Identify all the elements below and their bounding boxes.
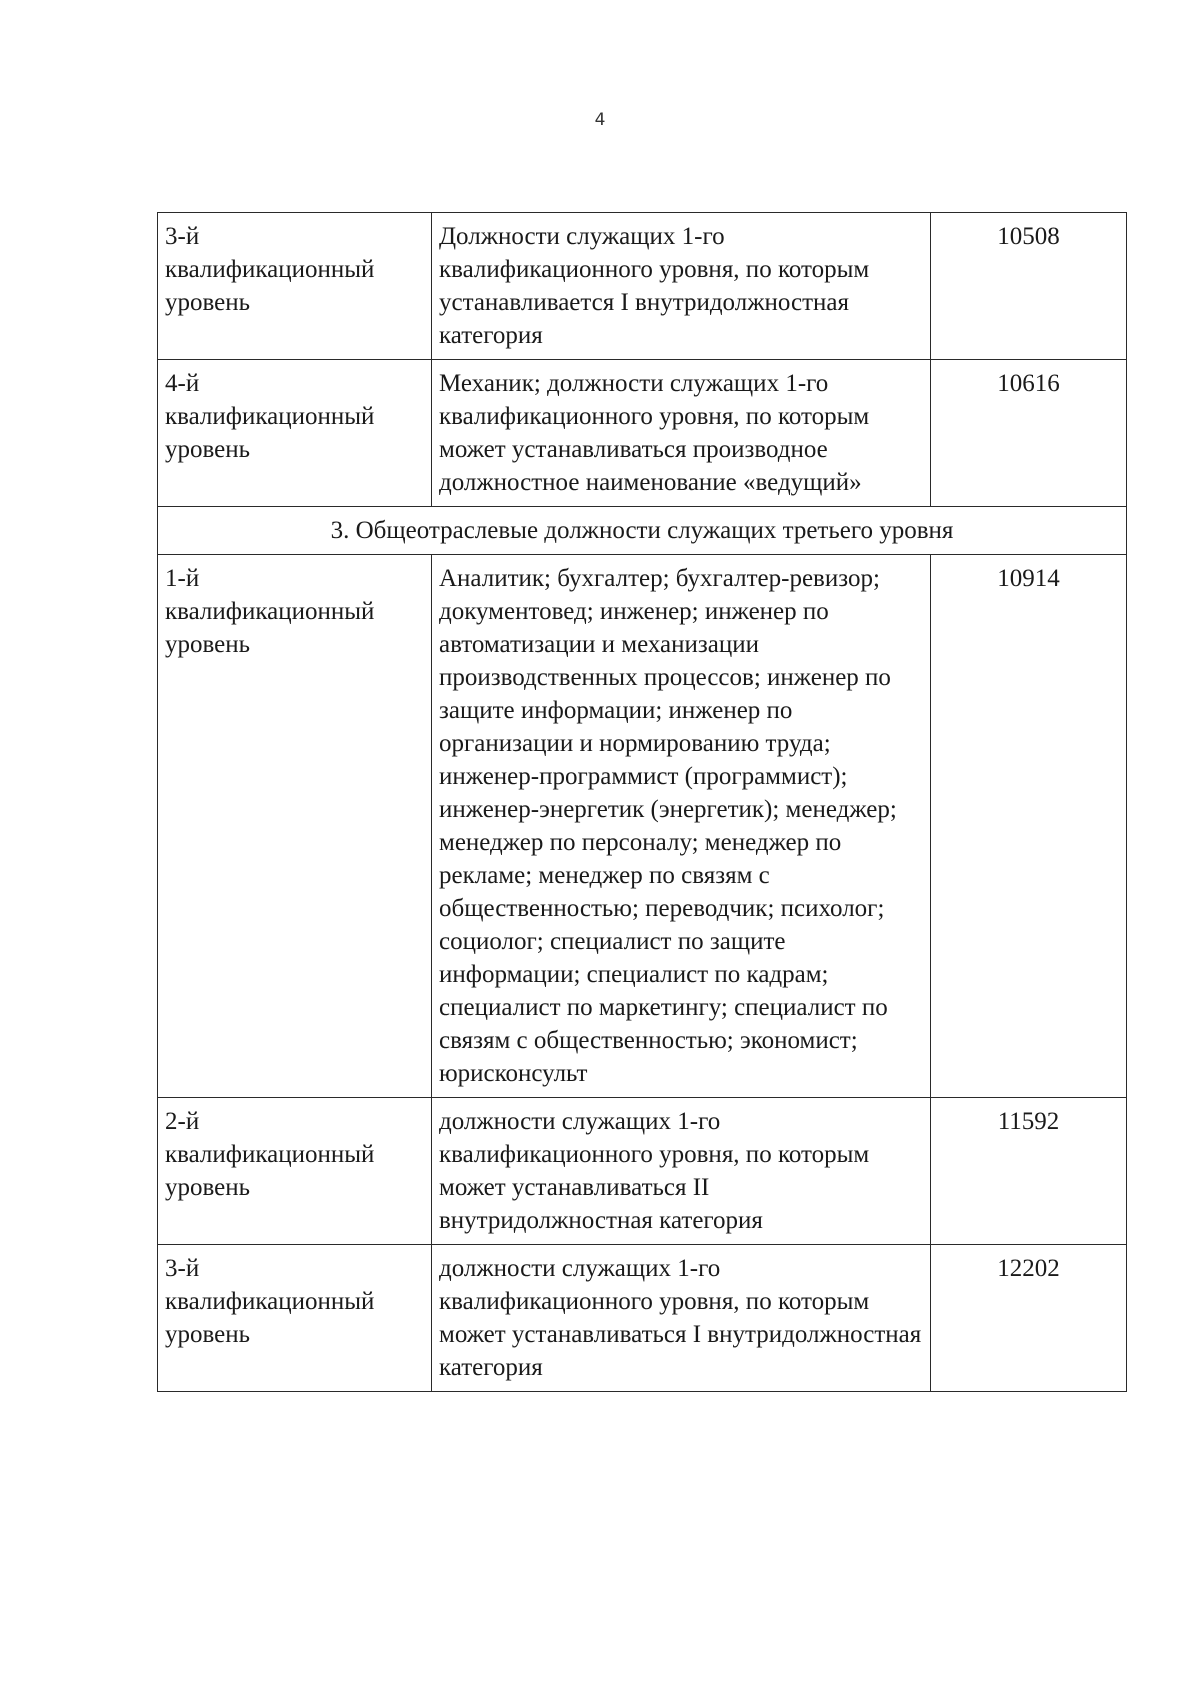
qualification-level-cell: 3-й квалификационный уровень <box>158 213 432 360</box>
salary-cell: 12202 <box>931 1245 1127 1392</box>
position-description-cell: Аналитик; бухгалтер; бухгалтер-ревизор; документовед; инженер; инженер по автоматизации и механизации производственных процессов; инженер по защите информации; инженер по организации и нормированию труда; инженер-программист (программист); инженер-энергетик (энергетик); менеджер; менеджер по персоналу; менеджер по рекламе; менеджер по связям с общественностью; переводчик; психолог; социолог; специалист по защите информации; специалист по кадрам; специалист по маркетингу; специалист по связям с общественностью; экономист; юрисконсульт <box>432 555 931 1098</box>
qualification-level-cell: 3-й квалификационный уровень <box>158 1245 432 1392</box>
table-row <box>158 555 1127 1098</box>
position-description-cell: Механик; должности служащих 1-го квалификационного уровня, по которым может устанавливаться производное должностное наименование «ведущий» <box>432 360 931 507</box>
salary-cell: 10914 <box>931 555 1127 1098</box>
position-description-cell: должности служащих 1-го квалификационного уровня, по которым может устанавливаться II внутридолжностная категория <box>432 1098 931 1245</box>
table-row <box>158 1245 1127 1392</box>
table-row <box>158 360 1127 507</box>
salary-cell: 10508 <box>931 213 1127 360</box>
page-number: 4 <box>594 110 606 130</box>
qualification-level-cell: 4-й квалификационный уровень <box>158 360 432 507</box>
position-description-cell: должности служащих 1-го квалификационного уровня, по которым может устанавливаться I внутридолжностная категория <box>432 1245 931 1392</box>
position-description-cell: Должности служащих 1-го квалификационного уровня, по которым устанавливается I внутридолжностная категория <box>432 213 931 360</box>
qualification-level-cell: 1-й квалификационный уровень <box>158 555 432 1098</box>
qualification-table <box>157 212 1127 1392</box>
table-row <box>158 1098 1127 1245</box>
section-header-row <box>158 507 1127 555</box>
salary-cell: 10616 <box>931 360 1127 507</box>
section-header: 3. Общеотраслевые должности служащих третьего уровня <box>158 507 1127 555</box>
salary-cell: 11592 <box>931 1098 1127 1245</box>
qualification-level-cell: 2-й квалификационный уровень <box>158 1098 432 1245</box>
table-row <box>158 213 1127 360</box>
